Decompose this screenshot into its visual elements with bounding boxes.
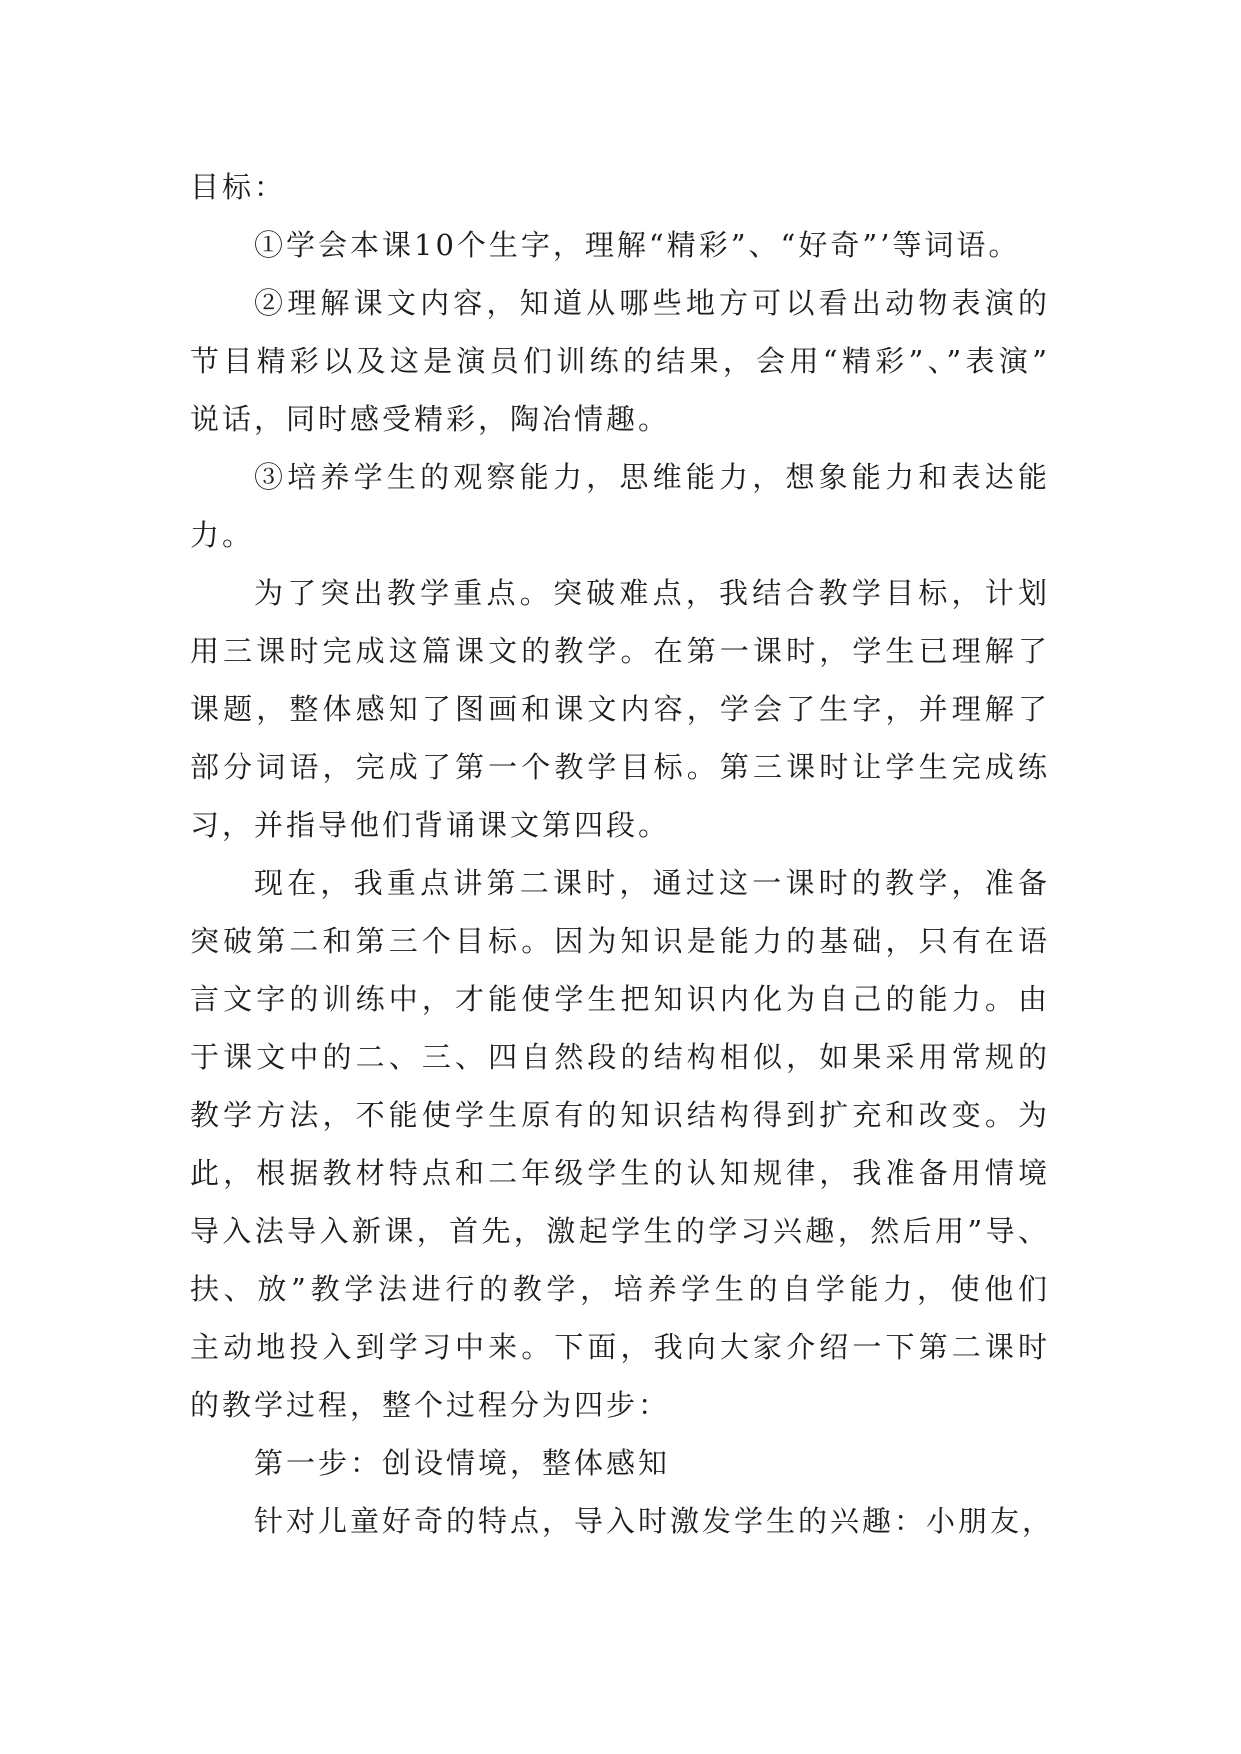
line-goal-2: ②理解课文内容，知道从哪些地方可以看出动物表演的 [254,286,1050,320]
line-goal-2-end: 说话，同时感受精彩，陶冶情趣。 [190,402,671,436]
line-para-1: 用三课时完成这篇课文的教学。在第一课时，学生已理解了 [190,634,1050,668]
line-para-2: 导入法导入新课，首先，激起学生的学习兴趣，然后用”导、 [190,1214,1050,1248]
line-para-2: 教学方法，不能使学生原有的知识结构得到扩充和改变。为 [190,1098,1050,1132]
line-para-2: 主动地投入到学习中来。下面，我向大家介绍一下第二课时 [190,1330,1050,1364]
line-para-2-start: 现在，我重点讲第二课时，通过这一课时的教学，准备 [254,866,1050,900]
line-para-1-end: 习，并指导他们背诵课文第四段。 [190,808,671,842]
line-para-2: 此，根据教材特点和二年级学生的认知规律，我准备用情境 [190,1156,1050,1190]
line-step-1-text: 针对儿童好奇的特点，导入时激发学生的兴趣：小朋友， [254,1504,1055,1538]
line-para-2: 言文字的训练中，才能使学生把知识内化为自己的能力。由 [190,982,1050,1016]
document-body [190,158,1055,1550]
line-goal-1: ①学会本课10个生字，理解“精彩”、“好奇”’等词语。 [254,228,1021,262]
line-para-2-end: 的教学过程，整个过程分为四步： [190,1388,671,1422]
line-para-2: 于课文中的二、三、四自然段的结构相似，如果采用常规的 [190,1040,1050,1074]
line-para-1-start: 为了突出教学重点。突破难点，我结合教学目标，计划 [254,576,1050,610]
line-goal-3: ③培养学生的观察能力，思维能力，想象能力和表达能 [254,460,1050,494]
line-para-2: 突破第二和第三个目标。因为知识是能力的基础，只有在语 [190,924,1050,958]
line-goal-3-end: 力。 [190,518,255,552]
line-goals-heading: 目标： [190,170,287,204]
line-para-1: 部分词语，完成了第一个教学目标。第三课时让学生完成练 [190,750,1050,784]
line-para-1: 课题，整体感知了图画和课文内容，学会了生字，并理解了 [190,692,1050,726]
line-para-2: 扶、放”教学法进行的教学，培养学生的自学能力，使他们 [190,1272,1050,1306]
line-step-1-heading: 第一步：创设情境，整体感知 [254,1446,671,1480]
line-goal-2-cont: 节目精彩以及这是演员们训练的结果，会用“精彩”、”表演” [190,344,1050,378]
